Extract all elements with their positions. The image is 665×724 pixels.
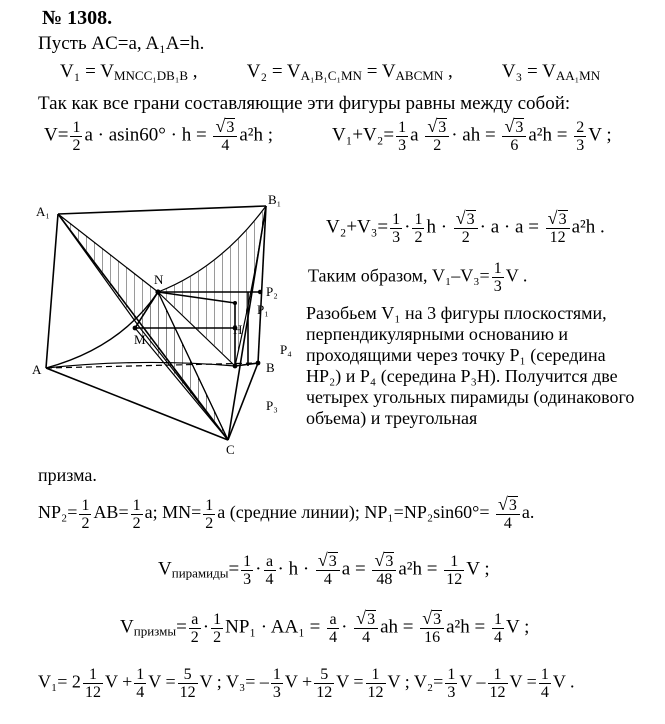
formula-v: V= $\frac{1}{2}$ a · asin60° · h = $\frac{√3}{4}$ a²h ; [44, 116, 274, 154]
edge-c-b [228, 363, 258, 440]
label-p3: P₃ [266, 398, 278, 413]
formula-v1-plus-v2: V₁+V₂= $\frac{1}{3}$ a $\frac{√3}{2}$ · ah = $\frac{√3}{6}$ a²h = $\frac{2}{3}$ V ; [332, 116, 612, 154]
point-b [256, 361, 261, 366]
prism-figure [30, 188, 300, 460]
edge-a1-a [46, 214, 58, 368]
formula-np2: NP₂= $\frac{1}{2}$ AB= $\frac{1}{2}$ a; MN= $\frac{1}{2}$ a (средние линии); NP₁=NP₂sin60°= $\frac{√3}{4}$ a. [38, 494, 535, 532]
edge-a1-b1 [58, 206, 266, 214]
formula-pyramid: $V_{пирамиды}=$ $\frac{1}{3}$ · $\frac{a}{4}$ · h · $\frac{√3}{4}$ a = $\frac{√3}{48}$ a²h = $\frac{1}{12}$ V ; [158, 550, 490, 588]
label-p2: P₂ [266, 284, 278, 299]
intro-line: Пусть AC=a, A₁A=h. [38, 33, 205, 54]
label-p4: P₄ [280, 342, 292, 357]
point-p3 [233, 364, 238, 369]
volumes-definition [60, 62, 600, 81]
final-results: V₁= 2 $\frac{1}{12}$ V + $\frac{1}{4}$ V = $\frac{5}{12}$ V ; V₃= – $\frac{1}{3}$ V + $\frac{5}{12}$ V = $\frac{1}{12}$ V ; V₂= $\frac{1}{3}$ V – $\frac{1}{12}$ V = $\frac{1}{4}$ V . [38, 666, 575, 701]
thus-line: Таким образом, V₁–V₃= $\frac{1}{3}$ V . [308, 260, 528, 295]
v1-def: $V_1 = V_{MNCC_1DB_1B}$ , [60, 61, 198, 83]
v2-def: $V_2 = V_{A_1B_1C_1MN} = V_{ABCMN}$ , [246, 61, 453, 83]
point-p1 [233, 301, 237, 305]
formula-v2-plus-v3: V₂+V₃= $\frac{1}{3}$ · $\frac{1}{2}$ h · $\frac{√3}{2}$ · a · a = $\frac{√3}{12}$ a²h . [326, 208, 605, 246]
point-n [155, 289, 160, 294]
label-a: A [32, 362, 42, 377]
label-p1: P₁ [257, 302, 269, 317]
explanation-paragraph: Разобьем V₁ на 3 фигуры плоскостями, перпендикулярными основанию и проходящими через точку P₁ (середина HP₂) и P₄ (середина P₃H). Получится две четырех угольных пирамиды (одинакового объема) и треугольная [306, 303, 635, 428]
label-b1: B₁ [268, 192, 282, 207]
label-m: M [134, 332, 146, 347]
formula-prism: $V_{призмы}=$ $\frac{a}{2}$ · $\frac{1}{2}$ NP₁ · AA₁ = $\frac{a}{4}$ · $\frac{√3}{4}$ ah = $\frac{√3}{16}$ a²h = $\frac{1}{4}$ V ; [120, 608, 530, 646]
faces-sentence: Так как все грани составляющие эти фигуры равны между собой: [38, 93, 571, 114]
point-m [133, 326, 138, 331]
label-a1: A₁ [36, 204, 50, 219]
label-b: B [266, 360, 275, 375]
label-h: H [233, 322, 243, 337]
problem-number: № 1308. [42, 7, 113, 29]
label-c: C [226, 442, 235, 457]
point-p2 [258, 290, 262, 294]
label-n: N [154, 272, 164, 287]
v3-def: $V_3 = V_{AA_1MN}$ [501, 61, 601, 83]
paragraph-end: призма. [38, 465, 97, 485]
